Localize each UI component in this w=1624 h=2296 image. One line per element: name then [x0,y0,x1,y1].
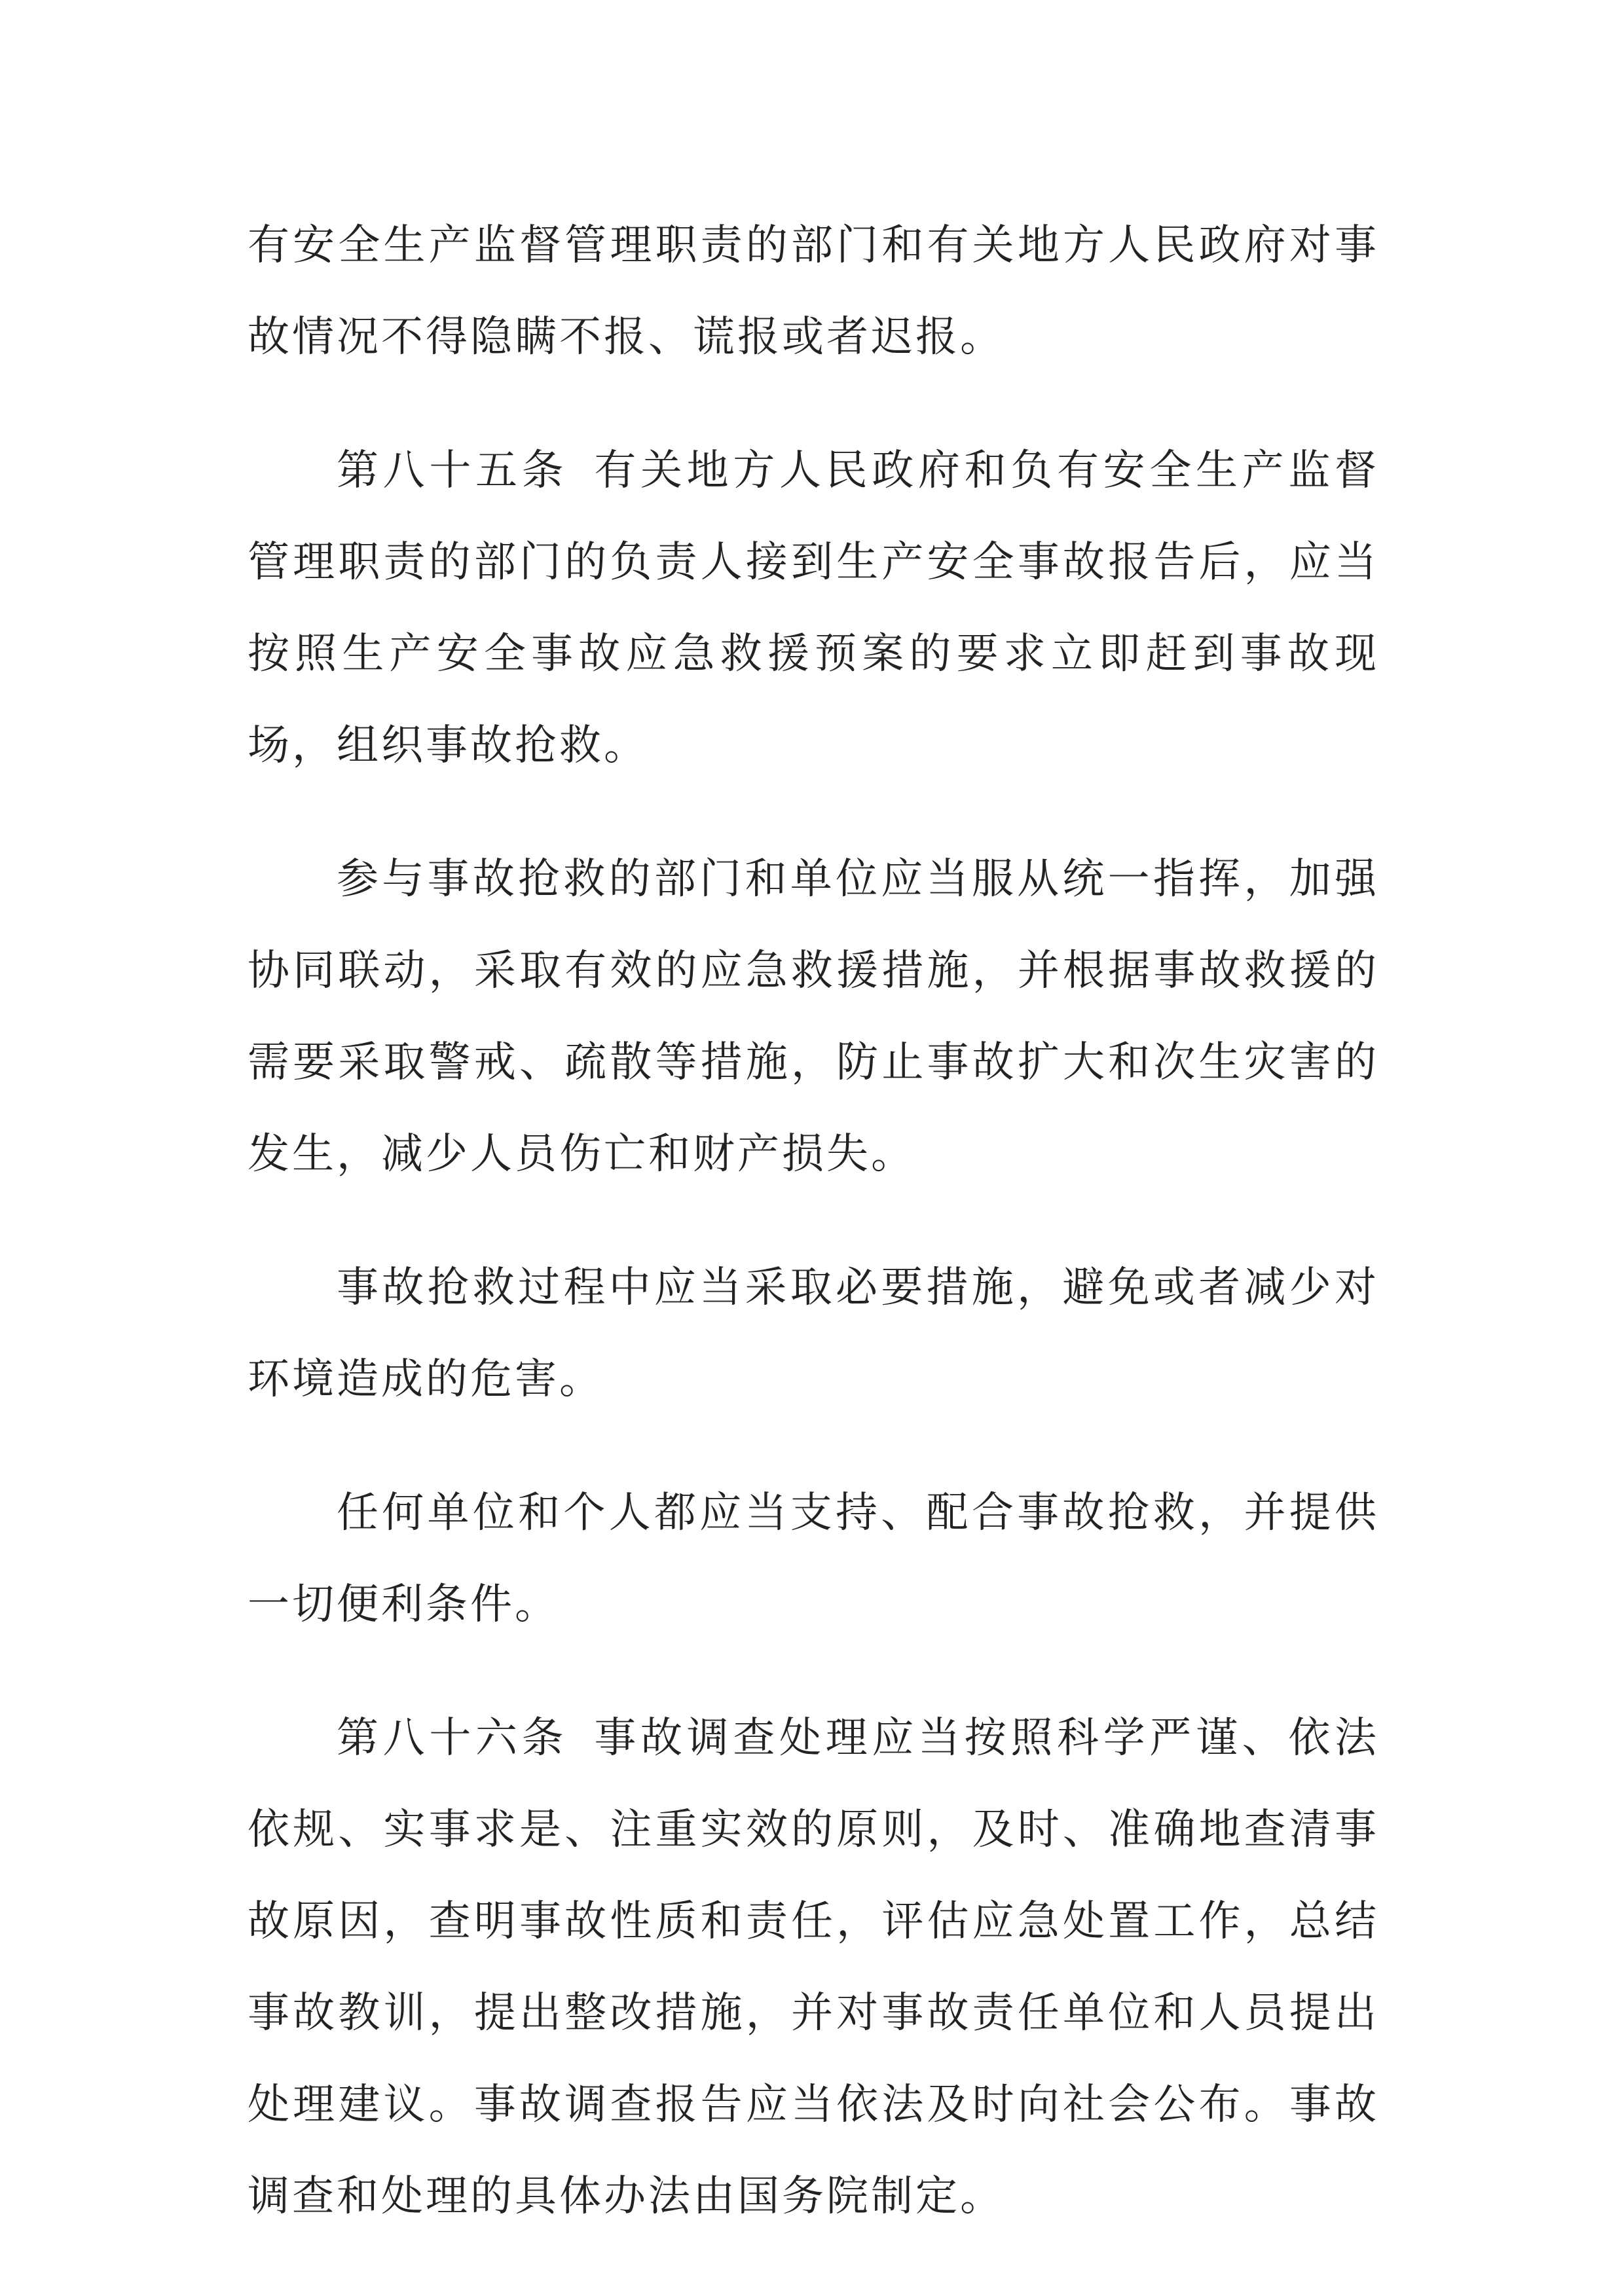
paragraph-article-85 [248,425,1379,792]
paragraph-text: 有安全生产监督管理职责的部门和有关地方人民政府对事故情况不得隐瞒不报、谎报或者迟报。 [248,221,1379,361]
paragraph-text: 参与事故抢救的部门和单位应当服从统一指挥，加强协同联动，采取有效的应急救援措施，并根据事故救援的需要采取警戒、疏散等措施，防止事故扩大和次生灾害的发生，减少人员伤亡和财产损失。 [248,855,1379,1178]
paragraph-text: 有关地方人民政府和负有安全生产监督管理职责的部门的负责人接到生产安全事故报告后，应当按照生产安全事故应急救援预案的要求立即赶到事故现场，组织事故抢救。 [248,446,1380,770]
document-body [248,200,1379,2284]
paragraph-continuation [248,200,1379,383]
paragraph-text: 任何单位和个人都应当支持、配合事故抢救，并提供一切便利条件。 [248,1489,1379,1629]
paragraph-article-86 [248,1692,1379,2242]
paragraph-public-support [248,1467,1379,1650]
paragraph-environment-protection [248,1242,1379,1425]
article-number: 第八十五条 [337,446,568,495]
paragraph-text: 事故抢救过程中应当采取必要措施，避免或者减少对环境造成的危害。 [248,1264,1379,1404]
paragraph-rescue-coordination [248,833,1379,1200]
article-number: 第八十六条 [337,1714,568,1762]
paragraph-text: 事故调查处理应当按照科学严谨、依法依规、实事求是、注重实效的原则，及时、准确地查清事故原因，查明事故性质和责任，评估应急处置工作，总结事故教训，提出整改措施，并对事故责任单位和人员提出处理建议。事故调查报告应当依法及时向社会公布。事故调查和处理的具体办法由国务院制定。 [248,1714,1380,2221]
